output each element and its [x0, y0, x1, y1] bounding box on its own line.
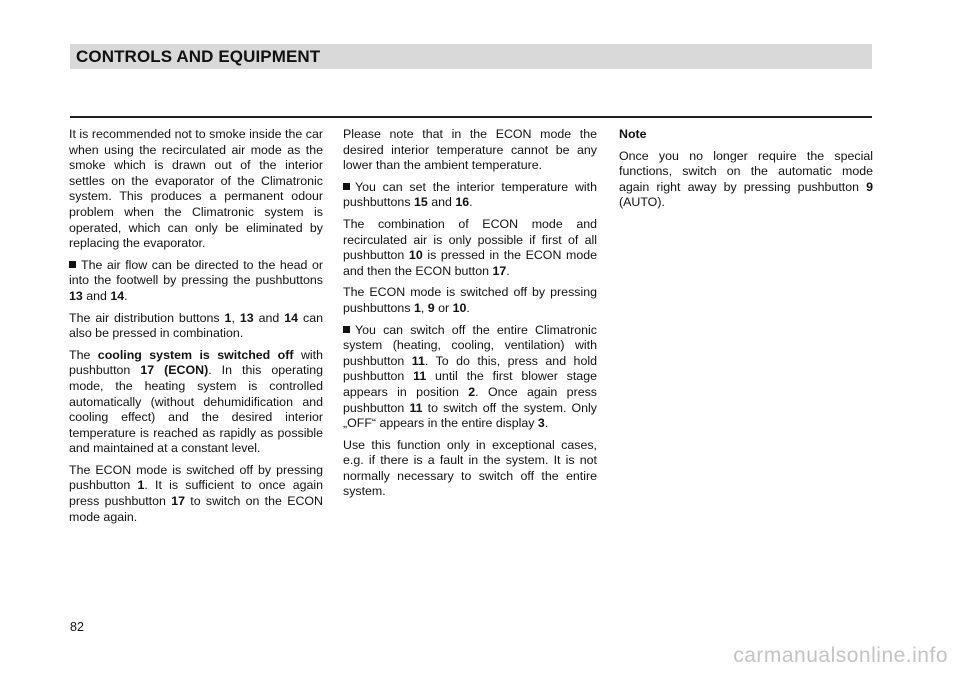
section-title: CONTROLS AND EQUIPMENT: [76, 47, 321, 66]
horizontal-rule: [70, 116, 872, 118]
bullet-paragraph: The air flow can be directed to the head or into the footwell by pressing the pushbuttons 13 and 14.: [69, 257, 323, 303]
paragraph: The ECON mode is switched off by pressing pushbutton 1. It is sufficient to once again press pushbutton 17 to switch on the ECON mode again.: [69, 462, 324, 524]
bullet-paragraph: You can set the interior temperature with pushbuttons 15 and 16.: [343, 179, 597, 210]
paragraph: Please note that in the ECON mode the desired interior temperature cannot be any lower than the ambient temperature.: [343, 127, 597, 173]
paragraph: The combination of ECON mode and recirculated air is only possible if first of all pushbutton 10 is pressed in the ECON mode and then the ECON button 17.: [343, 216, 597, 278]
text-column-2: [343, 127, 597, 506]
paragraph: Use this function only in exceptional cases, e.g. if there is a fault in the system. It is not normally necessary to switch off the entire system.: [343, 437, 597, 499]
text-column-3: [619, 127, 873, 217]
text-column-1: [69, 127, 323, 531]
bullet-paragraph: You can switch off the entire Climatronic system (heating, cooling, ventilation) with pushbutton 11. To do this, press and hold pushbutton 11 until the first blower stage appears in position 2. Once again press pushbutton 11 to switch off the system. Only „OFF“ appears in the entire display 3.: [343, 322, 597, 431]
square-bullet-icon: [343, 183, 350, 190]
paragraph: The ECON mode is switched off by pressing pushbuttons 1, 9 or 10.: [343, 285, 597, 315]
paragraph: The cooling system is switched off with pushbutton 17 (ECON). In this operating mode, the heating system is controlled automatically (without dehumidification and cooling effect) and the desired interior temperature is reached as rapidly as possible and maintained at a constant level.: [69, 347, 323, 456]
note-heading: Note: [619, 127, 647, 141]
paragraph: Once you no longer require the special functions, switch on the automatic mode again right away by pressing pushbutton 9 (AUTO).: [619, 148, 873, 210]
watermark: carmanualsonline.info: [733, 644, 948, 667]
square-bullet-icon: [69, 261, 76, 268]
paragraph: It is recommended not to smoke inside the car when using the recirculated air mode as the smoke which is drawn out of the interior settles on the evaporator of the Climatronic system. This produces a permanent odour problem when the Climatronic system is operated, which can only be eliminated by replacing the evaporator.: [69, 127, 323, 251]
page-number: 82: [70, 620, 84, 634]
square-bullet-icon: [343, 326, 350, 333]
paragraph: The air distribution buttons 1, 13 and 14 can also be pressed in combination.: [69, 310, 324, 341]
section-header-band: [70, 44, 872, 69]
